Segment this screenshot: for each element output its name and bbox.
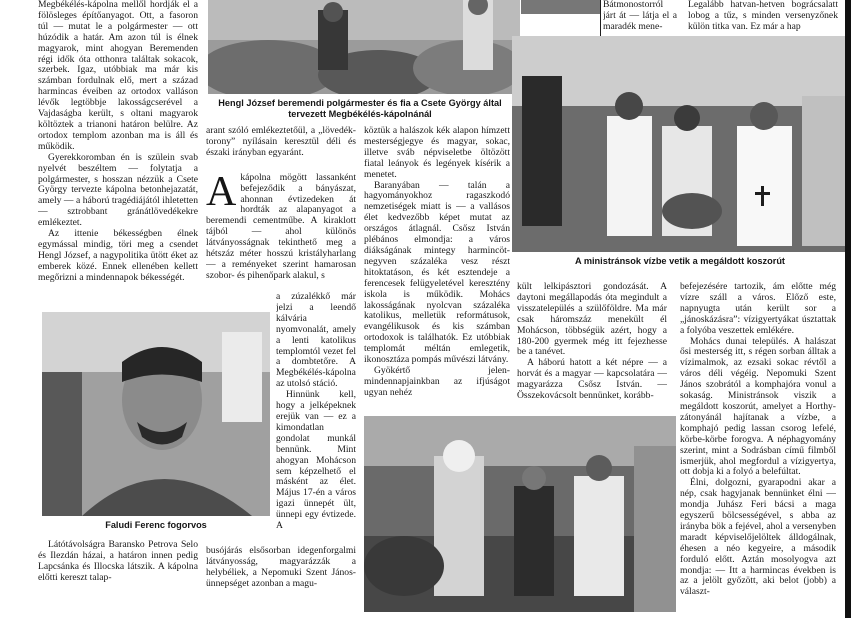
scan-edge	[845, 0, 851, 618]
top-photo	[208, 0, 520, 94]
fragment-text: Bátmonostorról járt át — látja el a maradék mene-	[603, 0, 677, 32]
ministrants-photo	[512, 36, 848, 252]
column-4	[517, 282, 667, 412]
paragraph: Gyökértő jelen-mindennapjainkban az ifjúságot ugyan nehéz	[364, 364, 510, 398]
crowd-image	[364, 416, 676, 612]
paragraph: A háború hatott a két népre — a horvát és a magyar — kapcsolatára — magyarázza Csősz István. — Összekovácsolt bennünket, korább-	[517, 357, 667, 402]
paragraph: Gyerekkoromban én is szülein svab nyelvét beszéltem — folytatja a polgármester, s hosszan nézzük a Csete György tervezte kápolna betonhejazatát, amely — a háború tragédiájától ihletetten — sztrobbant gránátlövedékekre emlékeztet.	[38, 151, 198, 229]
column-2-narrow	[276, 292, 356, 552]
paragraph: Megbékélés-kápolna mellől hordják el a fölösleges építőanyagot. Ott, a fasoron túl — mutat le a polgármester — ott húzódik a határ. Am azon túl is élnek magyarok, mint ahogyan Beremenden régi idők óta otthonra találtak sokacok, szerbek. Igaz, utóbbiak ma már kis számban fordulnak elő, mert a század harmincas éveiben az ortodox valláson lévők legtöbbje lakosságcserével a Vajdaságba került, s oltani magyarok költöztek a trianoni határon belülre. Az ortodox templom azonban ma is áll és működik.	[38, 0, 198, 152]
procession-image	[512, 36, 848, 252]
fragment-text: Legalább hatvan-hetven bográcsalatt lobog a tűz, s minden versenyzőnek külön titka van. Ez már a hap	[688, 0, 838, 32]
portrait-photo	[42, 312, 270, 516]
busojaras-photo	[364, 416, 676, 612]
drop-cap: A	[206, 168, 237, 215]
top-right-fragment	[688, 0, 838, 36]
column-1	[38, 0, 198, 300]
top-mid-fragment	[603, 0, 677, 36]
column-1-bottom	[38, 540, 198, 612]
paragraph: busójárás elsősorban idegenforgalmi látványosság, magyarázzák a helybéliek, a Nepomuki Szent János-ünnepséget azonban a magu-	[206, 546, 356, 589]
portrait-image	[42, 312, 270, 516]
top-small-photo	[521, 0, 601, 14]
stone-wall-image	[208, 0, 520, 94]
top-photo-caption: Hengl József beremendi polgármester és fia a Csete György által tervezett Megbékélés-kápolnánál	[218, 98, 502, 119]
paragraph: a zúzalékkő már jelzi a leendő kálvária nyomvonalát, amely a lenti katolikus templomtól vezet fel a dombtetőre. A Megbékélés-kápolna az utolsó stáció.	[276, 292, 356, 390]
paragraph: Az ittenie békességben élnek egymással mindig, töri meg a csendet Hengl József, a nagypolitika ütött éket az emberek közé. Ennek ellenében kellett megőrizni a mindennapok békességét.	[38, 228, 198, 283]
paragraph: arant szóló emlékeztetőül, a „lövedék-torony” nyílásain keresztül déli és északi irányban egyaránt.	[206, 126, 356, 158]
ministrants-caption: A ministránsok vízbe vetik a megáldott koszorút	[574, 256, 785, 266]
column-2-bottom	[206, 546, 356, 612]
paragraph: Mohács dunai település. A halászat ősi mesterség itt, s régen sorban álltak a vízimalmok, az ezsaki sokac révtől a város déli végéig. Nepomuki Szent János szobrától a komphajóra vonul a sokaság. Ministránsok viszik a megáldott koszorút, amelyet a Horthy-zátonyánál hajítanak a vízbe, a komphajó pedig lassan csorog lefelé, körbe-körbe forogva. A néphagyomány szerint, mint a Sodrásban című filmből ismerjük, ahol megfordul a vízigyertya, ott dobja ki a folyó a belefúltat.	[680, 335, 836, 478]
column-rule	[600, 0, 601, 36]
paragraph: Élni, dolgozni, gyarapodni akar a nép, csak hagyjanak bennünket élni — mondja Juhász Feri bácsi a maga egyszerű bölcsességével, s abba az irányba bök a fejével, ahol a versenyben maradt képviselőjelöltek álldogálnak, éhesen a néo kegyeire, a második forduló előtt. Aztán mosolyogva azt mondja: — Itt a harmincas években is az a jelölt győzött, aki belot (jobb) a választ-	[680, 477, 836, 598]
paragraph: Baranyában — talán a hagyományokhoz ragaszkodó nemzetiségek miatt is — a vallásos élet kedvezőbb képet mutat az országos átlagnál. Csősz István plébános elmondja: a város diákságának mintegy harmincöt-negyven százaléka vesz részt hitoktatáson, és két esztendeje a ferencesek felügyeletével keresztény iskola is működik. Mohács lakosságának nyolcvan százaléka katolikus, melletük reformátusok, evangélikusok és kis számban ortodoxok is találhatók. Ez utóbbiak templomát méltán emlegetik, ikonosztáza pompás művészi látvány.	[364, 179, 510, 366]
paragraph: Látótávolságra Baransko Petrova Selo és Ilezdán házai, a határon innen pedig Lapcsánka és Illocska látszik. A kápolna előtti kereszt talap-	[38, 540, 198, 583]
column-3	[364, 126, 510, 426]
portrait-caption: Faludi Ferenc fogorvos	[105, 520, 207, 530]
paragraph: kápolna mögött lassanként befejeződik a bányászat, ahonnan évtizedeken át hordták az alapanyagot a beremendi cementműbe. A kiraklott tájból — ahol különös látványosságnak tekinthető meg a hétszáz méter hosszú kristályharlang — a reményeket szerint hamarosan szobor- és pihenőpark alakul, s	[206, 171, 356, 281]
column-5	[680, 282, 836, 612]
paragraph: befejezésére tartozik, ám előtte még vízre száll a város. Előző este, napnyugta után került sor a „jánoskázásra”: vízigyertyákat úsztattak a folyóba veszettek emlékére.	[680, 282, 836, 336]
paragraph: kült lelkipásztori gondozását. A daytoni megállapodás óta megindult a visszatelepülés a szülőföldre. Ma már csak háromszáz menekült él Mohácson, többségük azért, hogy a 180-200 gyermek még itt fejezhesse be a tanévet.	[517, 282, 667, 358]
paragraph: köztük a halászok kék alapon hímzett mesterségjegye és magyar, sokac, illetve sváb népviseletbe öltözött fiatal leányok és legények kísérik a menetet.	[364, 126, 510, 180]
paragraph: Hinnünk kell, hogy a jelképeknek erejük van — ez a kimondatlan gondolat munkál bennünk. Mint ahogyan Mohácson sem képzelhető el másként az élet. Május 17-én a város igazi ünnepét ült, ünnepi egy évtizede. A	[276, 389, 356, 532]
